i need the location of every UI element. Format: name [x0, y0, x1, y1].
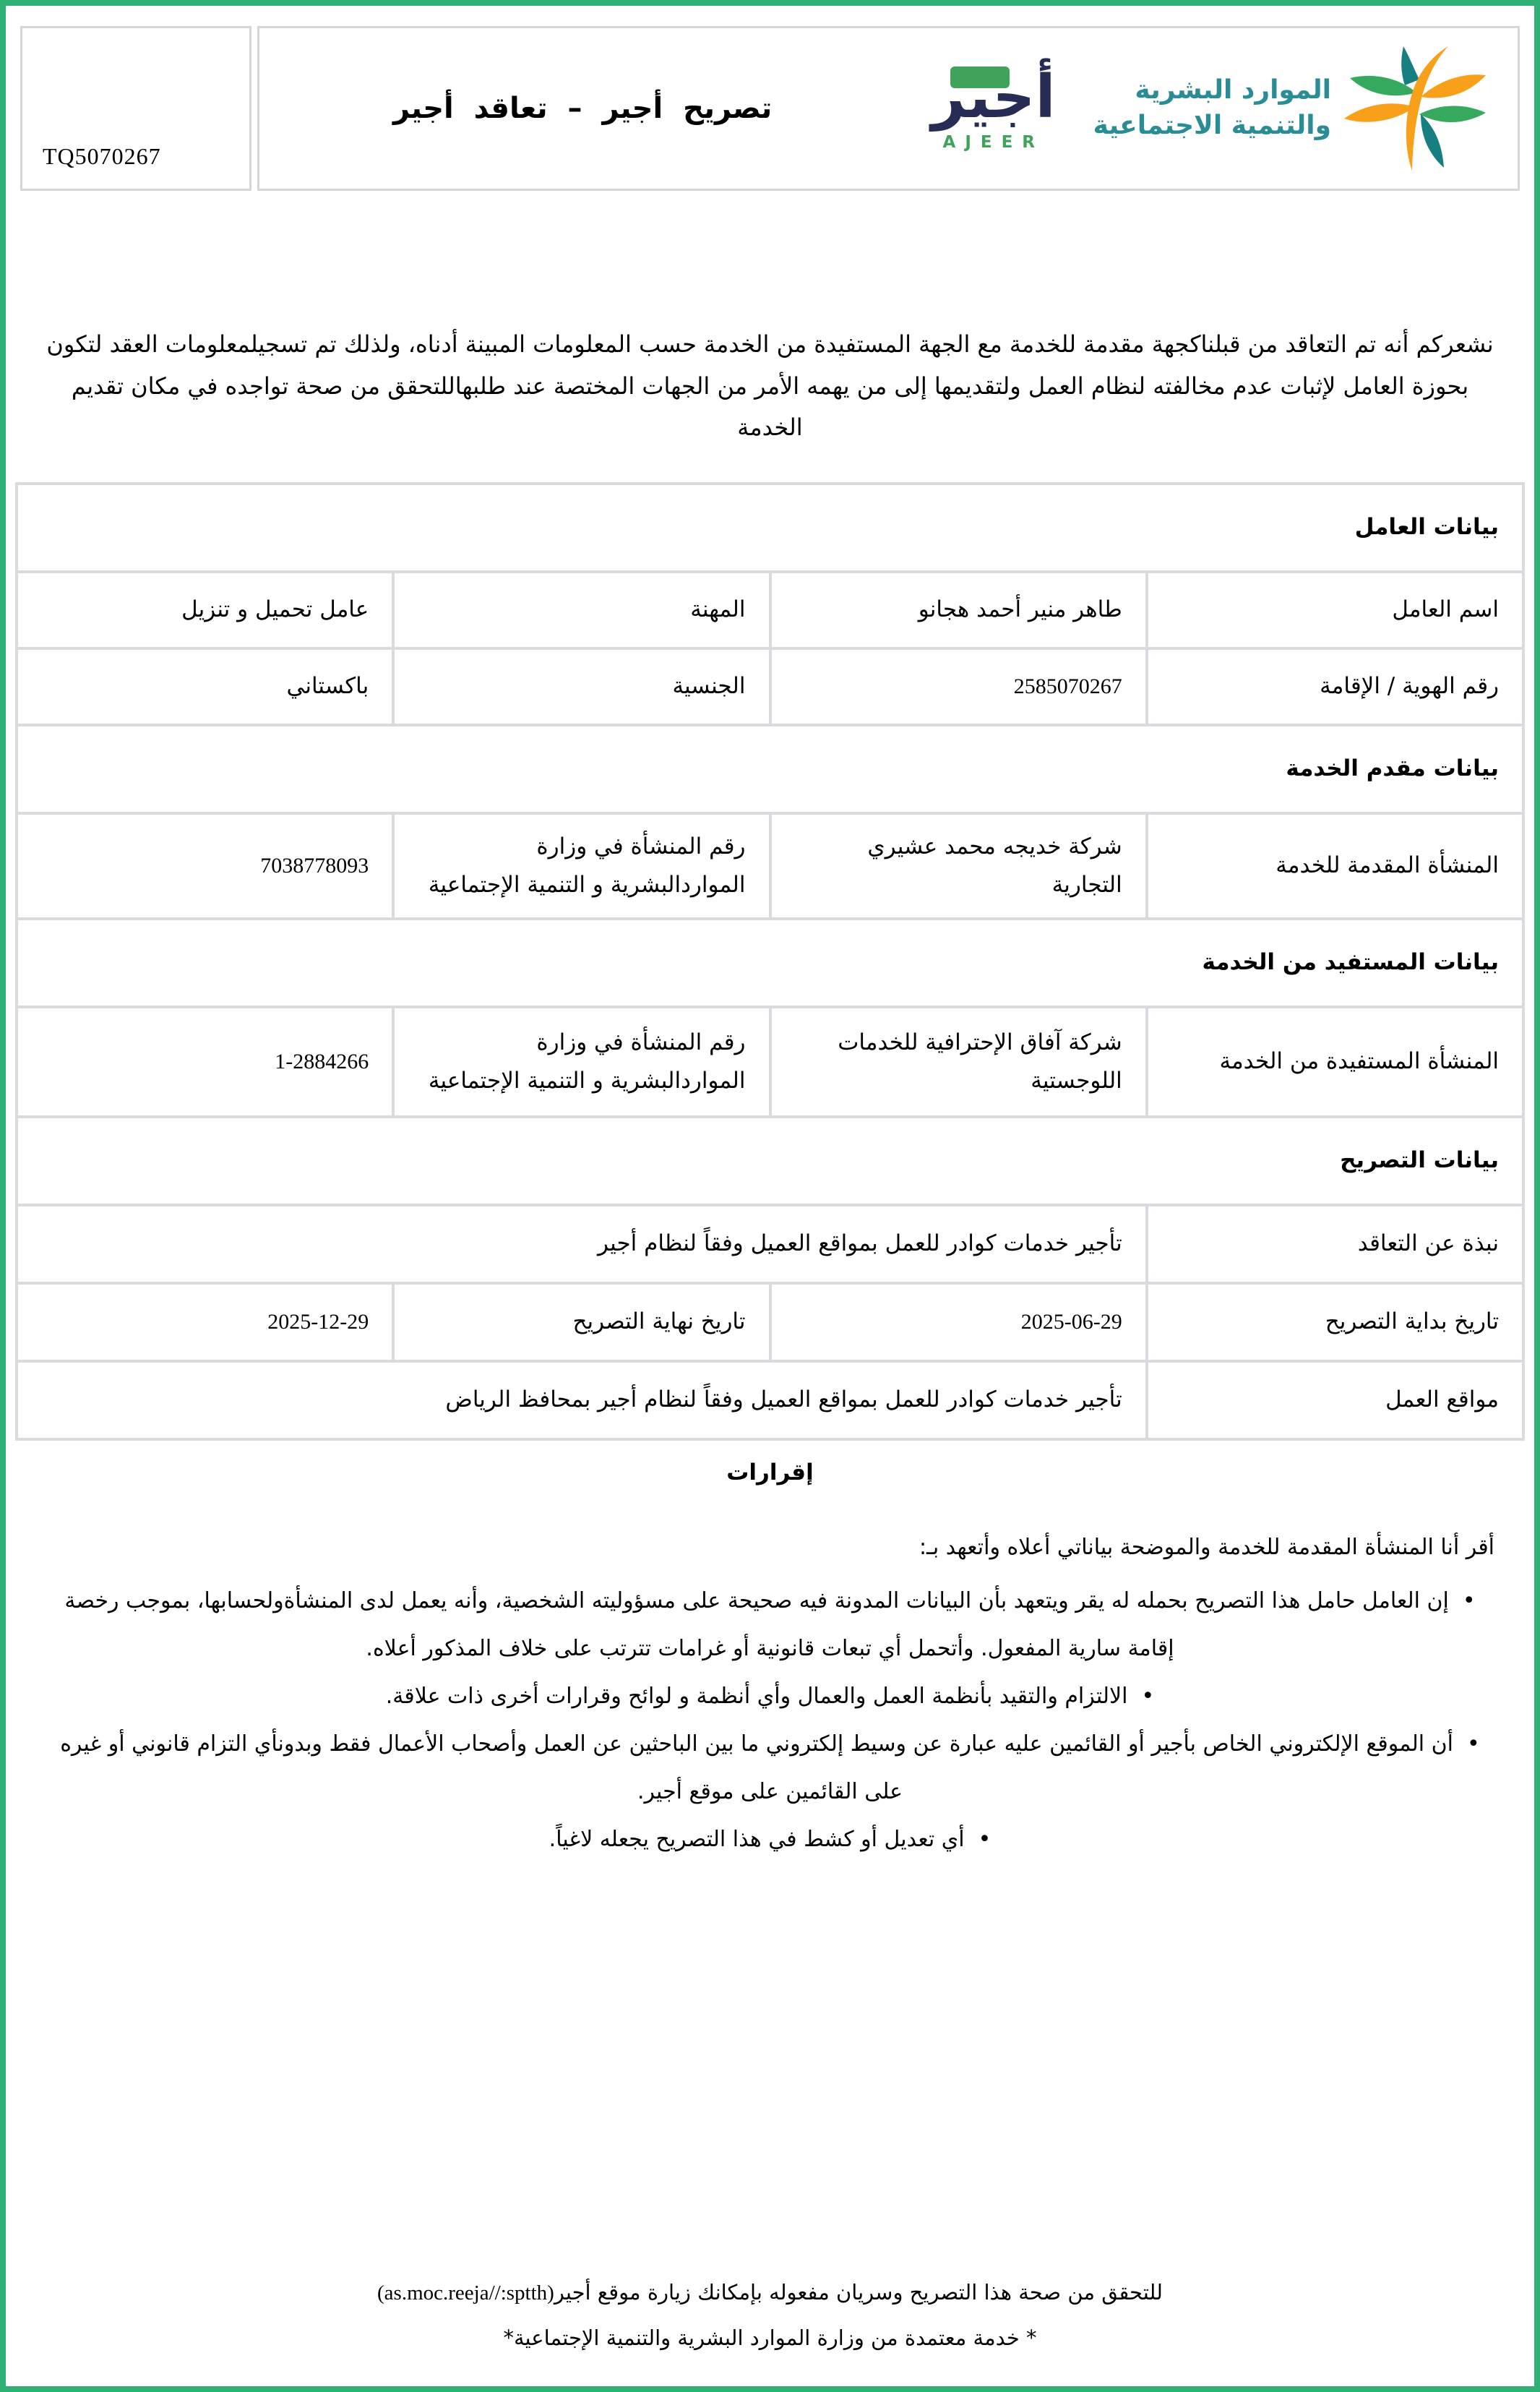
- provider-establishment-value: شركة خديجه محمد عشيري التجارية: [770, 813, 1147, 919]
- provider-number-value: 7038778093: [17, 813, 393, 919]
- ministry-name-line1: الموارد البشرية: [1135, 75, 1331, 106]
- worker-name-value: طاهر منير أحمد هجانو: [770, 572, 1147, 648]
- worker-id-value: 2585070267: [770, 648, 1147, 725]
- section-beneficiary-title: بيانات المستفيد من الخدمة: [17, 919, 1523, 1007]
- footer-approved-line: * خدمة معتمدة من وزارة الموارد البشرية والتنمية الإجتماعية*: [503, 2325, 1037, 2350]
- section-worker-title: بيانات العامل: [17, 484, 1523, 572]
- footer-verify-text: للتحقق من صحة هذا التصريح وسريان مفعوله بإمكانك زيارة موقع أجير: [554, 2280, 1163, 2305]
- intro-paragraph: نشعركم أنه تم التعاقد من قبلناكجهة مقدمة للخدمة مع الجهة المستفيدة من الخدمة حسب المعلومات المبينة أدناه، ولذلك تم تسجيلمعلومات العقد لتكون بحوزة العامل لإثبات عدم مخالفته لنظام العمل ولتقديمها إلى من يهمه الأمر من الجهات المختصة عند طلبهاللتحقق من صحة تواجده في مكان تقديم الخدمة: [46, 330, 1494, 442]
- beneficiary-number-value: 1-2884266: [17, 1007, 393, 1117]
- provider-number-label: رقم المنشأة في وزارة المواردالبشرية و التنمية الإجتماعية: [393, 813, 770, 919]
- ministry-palm-emblem-icon: [1343, 43, 1487, 173]
- footer-verify-url: (as.moc.reeja//:sptth): [377, 2281, 554, 2305]
- doc-number: TQ5070267: [43, 143, 161, 169]
- declaration-item: • إن العامل حامل هذا التصريح بحمله له يقر ويتعهد بأن البيانات المدونة فيه صحيحة على مسؤوليته الشخصية، وأنه يعمل لدى المنشأةولحسابها، بموجب رخصة إقامة سارية المفعول. وأتحمل أي تبعات قانونية أو غرامات تترتب على خلاف المذكور أعلاه.: [46, 1577, 1494, 1673]
- permit-table: [15, 482, 1525, 1441]
- contract-brief-value: تأجير خدمات كوادر للعمل بمواقع العميل وفقاً لنظام أجير: [17, 1205, 1147, 1283]
- work-locations-label: مواقع العمل: [1147, 1361, 1523, 1439]
- permit-end-label: تاريخ نهاية التصريح: [393, 1283, 770, 1361]
- footer-verify-line: [6, 2280, 1534, 2305]
- declaration-item: • أن الموقع الإلكتروني الخاص بأجير أو القائمين عليه عبارة عن وسيط إلكتروني ما بين الباحثين عن العمل وأصحاب الأعمال فقط وبدونأي التزام قانوني أو غيره على القائمين على موقع أجير.: [46, 1720, 1494, 1816]
- permit-end-value: 2025-12-29: [17, 1283, 393, 1361]
- ajeer-wordmark-arabic: أجير: [931, 62, 1056, 132]
- footer: [6, 2280, 1534, 2350]
- worker-id-label: رقم الهوية / الإقامة: [1147, 648, 1523, 725]
- beneficiary-number-label: رقم المنشأة في وزارة المواردالبشرية و التنمية الإجتماعية: [393, 1007, 770, 1117]
- worker-nationality-label: الجنسية: [393, 648, 770, 725]
- section-permit-title: بيانات التصريح: [17, 1117, 1523, 1205]
- page-title: تصريح أجير – تعاقد أجير: [393, 92, 773, 125]
- header: [20, 26, 1520, 191]
- worker-profession-value: عامل تحميل و تنزيل: [17, 572, 393, 648]
- ministry-name-line2: والتنمية الاجتماعية: [1093, 111, 1331, 140]
- provider-establishment-label: المنشأة المقدمة للخدمة: [1147, 813, 1523, 919]
- logo-group: [932, 43, 1487, 173]
- declarations-list: [6, 1577, 1534, 1864]
- ministry-name: [1093, 73, 1331, 143]
- worker-profession-label: المهنة: [393, 572, 770, 648]
- worker-nationality-value: باكستاني: [17, 648, 393, 725]
- beneficiary-establishment-value: شركة آفاق الإحترافية للخدمات اللوجستية: [770, 1007, 1147, 1117]
- contract-brief-label: نبذة عن التعاقد: [1147, 1205, 1523, 1283]
- worker-name-label: اسم العامل: [1147, 572, 1523, 648]
- declaration-item: • أي تعديل أو كشط في هذا التصريح يجعله لاغياً.: [46, 1816, 1494, 1864]
- permit-start-value: 2025-06-29: [770, 1283, 1147, 1361]
- declaration-item: • الالتزام والتقيد بأنظمة العمل والعمال وأي أنظمة و لوائح وقرارات أخرى ذات علاقة.: [46, 1673, 1494, 1720]
- beneficiary-establishment-label: المنشأة المستفيدة من الخدمة: [1147, 1007, 1523, 1117]
- ministry-logo: [1093, 43, 1487, 173]
- work-locations-value: تأجير خدمات كوادر للعمل بمواقع العميل وفقاً لنظام أجير بمحافظ الرياض: [17, 1361, 1147, 1439]
- ajeer-wordmark-latin: AJEER: [942, 133, 1045, 153]
- section-provider-title: بيانات مقدم الخدمة: [17, 725, 1523, 813]
- title-box: [257, 26, 1520, 191]
- permit-start-label: تاريخ بداية التصريح: [1147, 1283, 1523, 1361]
- ajeer-logo: [931, 62, 1056, 153]
- declarations-intro: أقر أنا المنشأة المقدمة للخدمة والموضحة بياناتي أعلاه وأتعهد بـ:: [919, 1534, 1494, 1560]
- doc-number-box: [20, 26, 251, 191]
- declarations-title: إقرارات: [726, 1459, 814, 1486]
